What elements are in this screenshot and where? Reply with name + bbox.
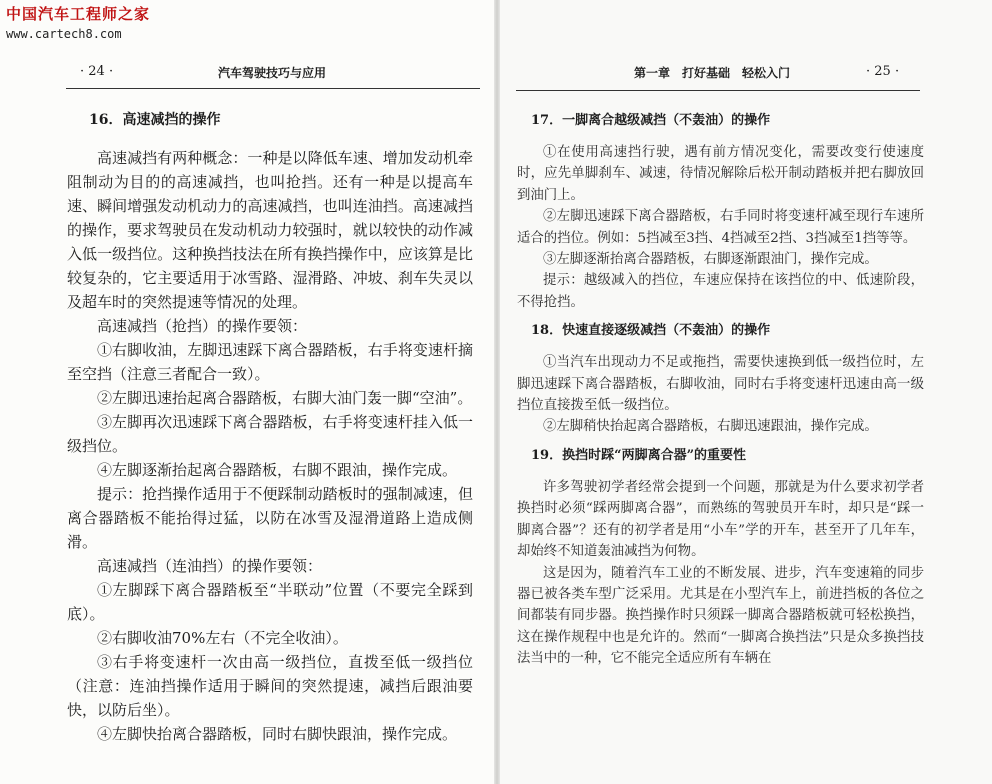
left-page-number: · 24 ·: [80, 64, 114, 79]
paragraph: 许多驾驶初学者经常会提到一个问题，那就是为什么要求初学者换挡时必须“踩两脚离合器”，而熟练的驾驶员开车时，却只是“踩一脚离合器”？还有的初学者是用“小车”学的开车，甚至开了几年车，却始终不知道轰油减挡为何物。: [517, 479, 924, 560]
paragraph: 高速减挡有两种概念：一种是以降低车速、增加发动机牵阻制动为目的的高速减挡，也叫抢挡。还有一种是以提高车速、瞬间增强发动机动力的高速减挡，也叫连油挡。高速减挡的操作，要求驾驶员在发动机动力较强时，就以较快的动作减入低一级挡位。这种换挡技法在所有换挡操作中，应该算是比较复杂的，它主要适用于冰雪路、湿滑路、冲坡、刹车失灵以及超车时的突然提速等情况的处理。: [67, 149, 473, 311]
right-page-number: · 25 ·: [866, 64, 900, 79]
right-page: [500, 0, 992, 784]
paragraph: ③右手将变速杆一次由高一级挡位，直拨至低一级挡位（注意：连油挡操作适用于瞬间的突然提速，减挡后跟油要快，以防后坐）。: [67, 653, 473, 719]
paragraph: ②左脚迅速踩下离合器踏板，右手同时将变速杆减至现行车速所适合的挡位。例如：5挡减至3挡、4挡减至2挡、3挡减至1挡等等。: [517, 209, 924, 246]
paragraph: ②左脚迅速抬起离合器踏板，右脚大油门轰一脚“空油”。: [97, 389, 473, 407]
section-title-19: 19．换挡时踩“两脚离合器”的重要性: [531, 447, 747, 463]
paragraph: 提示：抢挡操作适用于不便踩制动踏板时的强制减速，但离合器踏板不能抬得过猛，以防在冰雪及湿滑道路上造成侧滑。: [67, 485, 473, 551]
paragraph: 高速减挡（抢挡）的操作要领：: [97, 317, 308, 335]
left-running-head: [66, 64, 480, 84]
paragraph: ①在使用高速挡行驶，遇有前方情况变化，需要改变行使速度时，应先单脚刹车、减速，待情况解除后松开制动踏板并把右脚放回到油门上。: [517, 145, 924, 203]
paragraph: ③左脚逐渐抬离合器踏板，右脚逐渐跟油门，操作完成。: [543, 252, 878, 268]
right-running-title: 第一章 打好基础 轻松入门: [634, 66, 791, 80]
watermark-url: www.cartech8.com: [6, 27, 122, 41]
paragraph: ①右脚收油，左脚迅速踩下离合器踏板，右手将变速杆摘至空挡（注意三者配合一致）。: [67, 341, 473, 383]
paragraph: 这是因为，随着汽车工业的不断发展、进步，汽车变速箱的同步器已被各类车型广泛采用。尤其是在小型汽车上，前进挡板的各位之间都装有同步器。换挡操作时只须踩一脚离合器踏板就可轻松换挡，这在操作规程中也是允许的。然而“一脚离合换挡法”只是众多换挡技法当中的一种，它不能完全适应所有车辆在: [517, 565, 924, 667]
paragraph: ②左脚稍快抬起离合器踏板，右脚迅速跟油，操作完成。: [543, 419, 878, 435]
paragraph: ④左脚逐渐抬起离合器踏板，右脚不跟油，操作完成。: [97, 461, 458, 479]
left-page-body: [67, 110, 473, 746]
right-header-rule: [516, 90, 920, 91]
left-header-rule: [66, 88, 480, 89]
paragraph: ①左脚踩下离合器踏板至“半联动”位置（不要完全踩到底）。: [67, 581, 473, 623]
site-watermark: [6, 4, 150, 42]
paragraph: ①当汽车出现动力不足或拖挡，需要快速换到低一级挡位时，左脚迅速踩下离合器踏板，右脚收油，同时右手将变速杆迅速由高一级挡位直接拨至低一级挡位。: [517, 355, 924, 414]
section-title-18: 18．快速直接逐级减挡（不轰油）的操作: [531, 323, 771, 339]
paragraph: 高速减挡（连油挡）的操作要领：: [97, 557, 323, 575]
left-page: [0, 0, 494, 784]
section-title-16: 16．高速减挡的操作: [89, 112, 221, 128]
paragraph: ④左脚快抬离合器踏板，同时右脚快跟油，操作完成。: [97, 725, 458, 743]
right-running-head: [516, 64, 920, 84]
section-title-17: 17．一脚离合越级减挡（不轰油）的操作: [531, 113, 771, 128]
right-page-body: [517, 111, 924, 670]
watermark-site-name: 中国汽车工程师之家: [6, 5, 151, 23]
paragraph: ③左脚再次迅速踩下离合器踏板，右手将变速杆挂入低一级挡位。: [67, 413, 473, 455]
left-running-title: 汽车驾驶技巧与应用: [218, 66, 327, 80]
paragraph: 提示：越级减入的挡位，车速应保持在该挡位的中、低速阶段，不得抢挡。: [517, 273, 924, 310]
paragraph: ②右脚收油70%左右（不完全收油）。: [97, 629, 348, 647]
